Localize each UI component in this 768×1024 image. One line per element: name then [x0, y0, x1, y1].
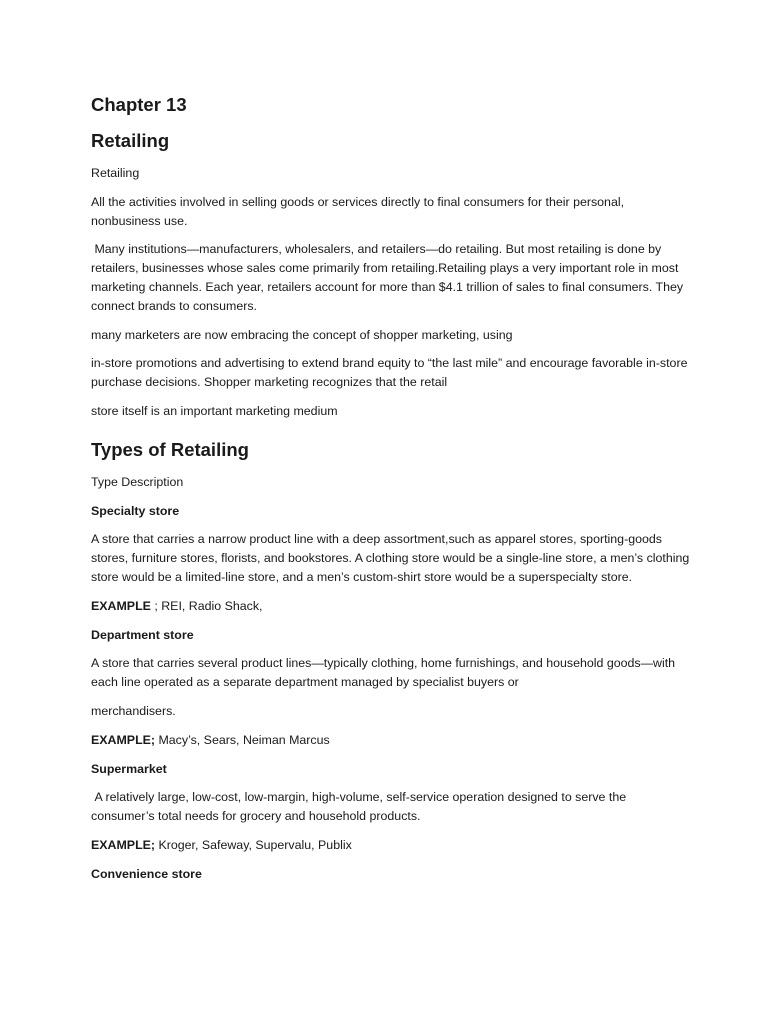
type-description-supermarket: A relatively large, low-cost, low-margin, high-volume, self-service operation designed to serve the consumer’s total needs for grocery and household products.: [91, 790, 630, 824]
type-example-department-store: [91, 731, 691, 750]
definition-paragraph: All the activities involved in selling goods or services directly to final consumers for their personal, nonbusiness use.: [91, 194, 625, 228]
type-description-department-store: A store that carries several product lines—typically clothing, home furnishings, and household goods—with each line operated as a separate department managed by specialist buyers or: [91, 656, 676, 690]
type-name-convenience-store: Convenience store: [91, 866, 202, 881]
intro-paragraph: Many institutions—manufacturers, wholesalers, and retailers—do retailing. But most retailing is done by retailers, businesses whose sales come primarily from retailing.Retailing plays a very important role in most marketing channels. Each year, retailers account for more than $4.1 trillion of sales to final consumers. They connect brands to consumers.: [91, 242, 687, 313]
type-example-supermarket: [91, 836, 691, 855]
subtitle: Retailing: [91, 166, 140, 180]
type-description-label: Type Description: [91, 474, 184, 489]
example-label: EXAMPLE;: [91, 732, 156, 747]
example-value: ; REI, Radio Shack,: [150, 598, 263, 613]
type-name-supermarket: Supermarket: [91, 761, 167, 776]
example-value: Kroger, Safeway, Supervalu, Publix: [155, 837, 352, 852]
example-value: Macy’s, Sears, Neiman Marcus: [155, 732, 330, 747]
type-example-specialty-store: [91, 597, 691, 616]
shopper-marketing-paragraph: many marketers are now embracing the concept of shopper marketing, using: [91, 327, 513, 342]
example-label: EXAMPLE;: [91, 837, 156, 852]
type-description-specialty-store: A store that carries a narrow product line with a deep assortment,such as apparel stores, sporting-goods stores, furniture stores, florists, and bookstores. A clothing store would be a single-line store, a men’s clothing store would be a limited-line store, and a men’s custom-shirt store would be a superspecialty store.: [91, 532, 690, 584]
section-heading: Retailing: [91, 130, 170, 151]
in-store-paragraph: in-store promotions and advertising to extend brand equity to “the last mile” and encourage favorable in-store purchase decisions. Shopper marketing recognizes that the retail: [91, 356, 688, 390]
type-name-department-store: Department store: [91, 627, 194, 642]
chapter-heading: Chapter 13: [91, 94, 187, 115]
store-medium-paragraph: store itself is an important marketing medium: [91, 403, 338, 418]
types-heading: Types of Retailing: [91, 438, 249, 460]
example-label: EXAMPLE: [91, 598, 151, 613]
type-description-department-store-cont: merchandisers.: [91, 703, 176, 718]
document-page: [91, 88, 691, 894]
type-name-specialty-store: Specialty store: [91, 503, 180, 518]
